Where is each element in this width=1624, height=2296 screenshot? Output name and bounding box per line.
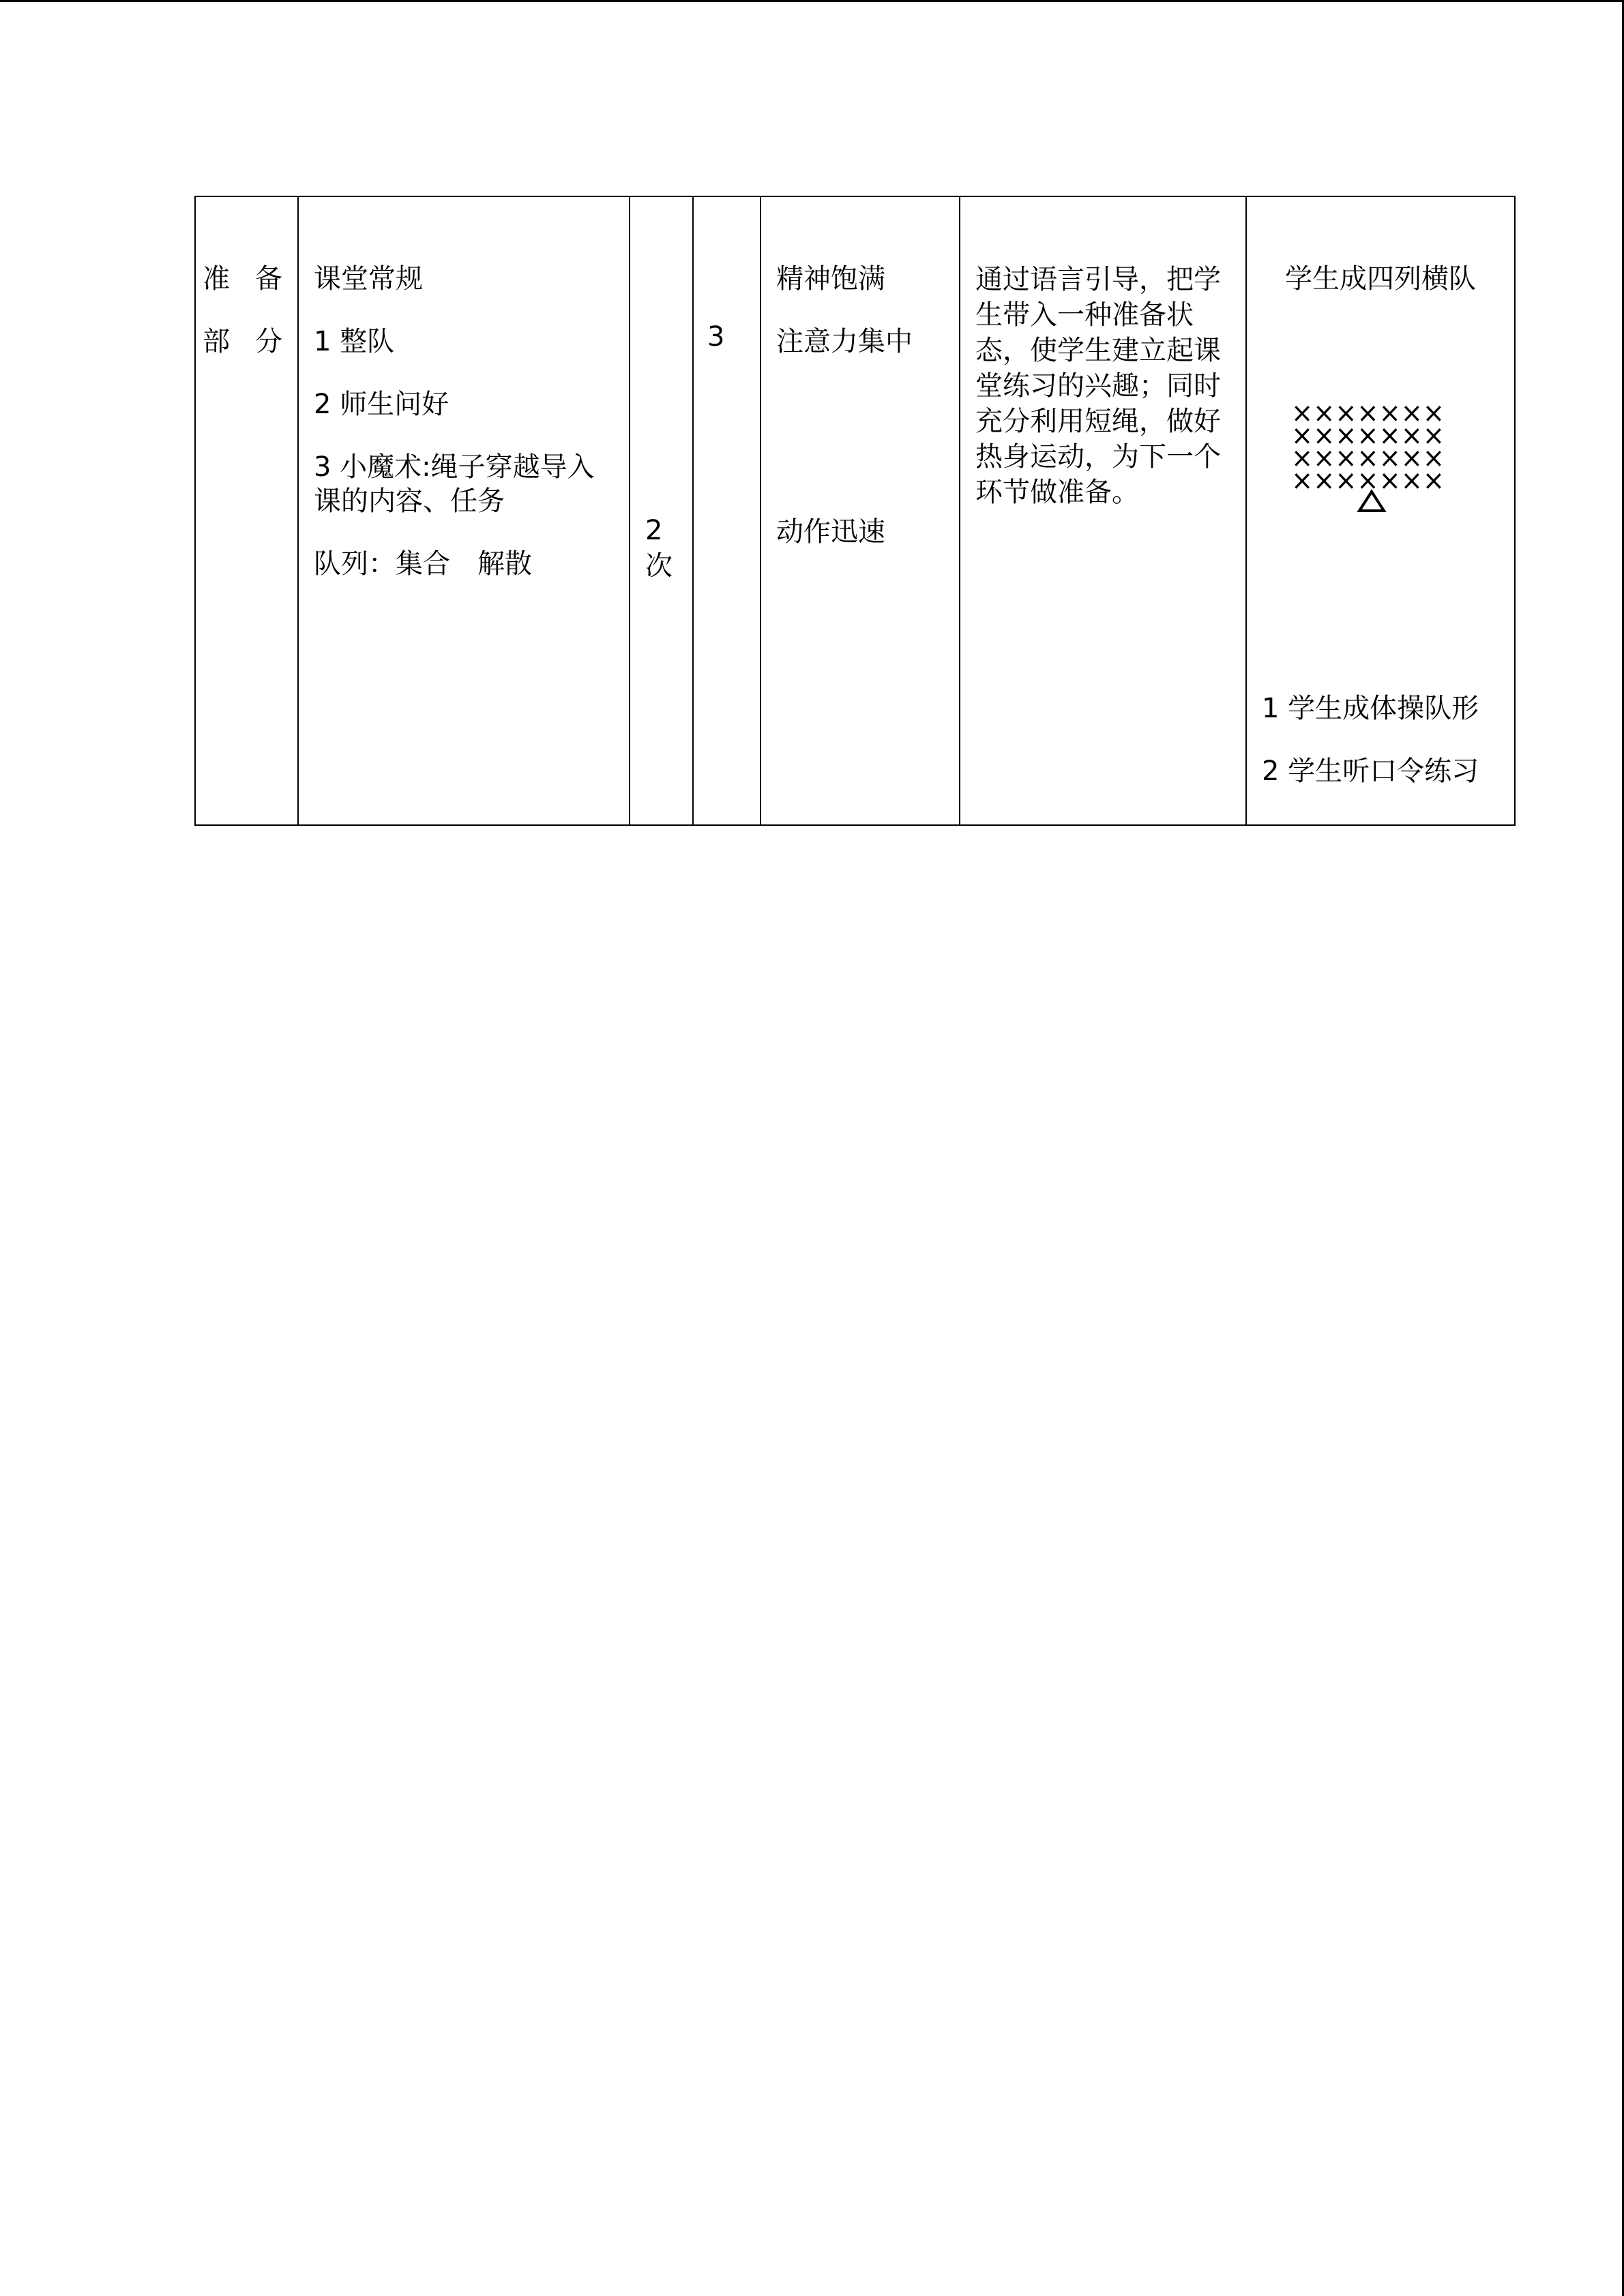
method-text: 通过语言引导，把学生带入一种准备状态，使学生建立起课堂练习的兴趣；同时充分利用短绳，做好热身运动，为下一个环节做准备。 [975,264,1221,508]
requirement-item: 精神饱满 [776,263,885,295]
organization-cell [1246,196,1515,825]
formation-diagram [1291,402,1455,518]
requirement-item: 注意力集中 [776,326,913,357]
organization-title: 学生成四列横队 [1285,263,1476,295]
content-item: 3 小魔术:绳子穿越导入课的内容、任务 [314,451,595,517]
content-item: 2 师生问好 [314,389,449,420]
formation-row: ××××××× [1291,443,1445,474]
formation-row: ××××××× [1291,402,1445,429]
section-cell [195,196,298,825]
reps-cell [630,196,693,825]
section-label-line2: 部 分 [203,326,291,357]
requirement-item: 动作迅速 [776,516,885,548]
lesson-plan-table [194,196,1516,826]
content-item: 1 整队 [314,326,395,357]
organization-note: 1 学生成体操队形 [1262,693,1479,724]
formation-row: ××××××× [1291,420,1445,451]
content-title: 课堂常规 [314,263,423,295]
formation-row: ××××××× [1291,465,1445,496]
count-cell [693,196,761,825]
method-cell [960,196,1246,825]
formation-rows [1291,402,1445,496]
page-top-border [0,0,1624,2]
count-value: 3 [707,321,725,353]
section-label-line1: 准 备 [203,263,291,295]
content-item: 队列：集合 解散 [314,548,532,580]
requirements-cell [761,196,960,825]
organization-note: 2 学生听口令练习 [1262,756,1479,787]
reps-value: 2次 [645,515,673,582]
table-row [195,196,1515,825]
content-cell [298,196,630,825]
